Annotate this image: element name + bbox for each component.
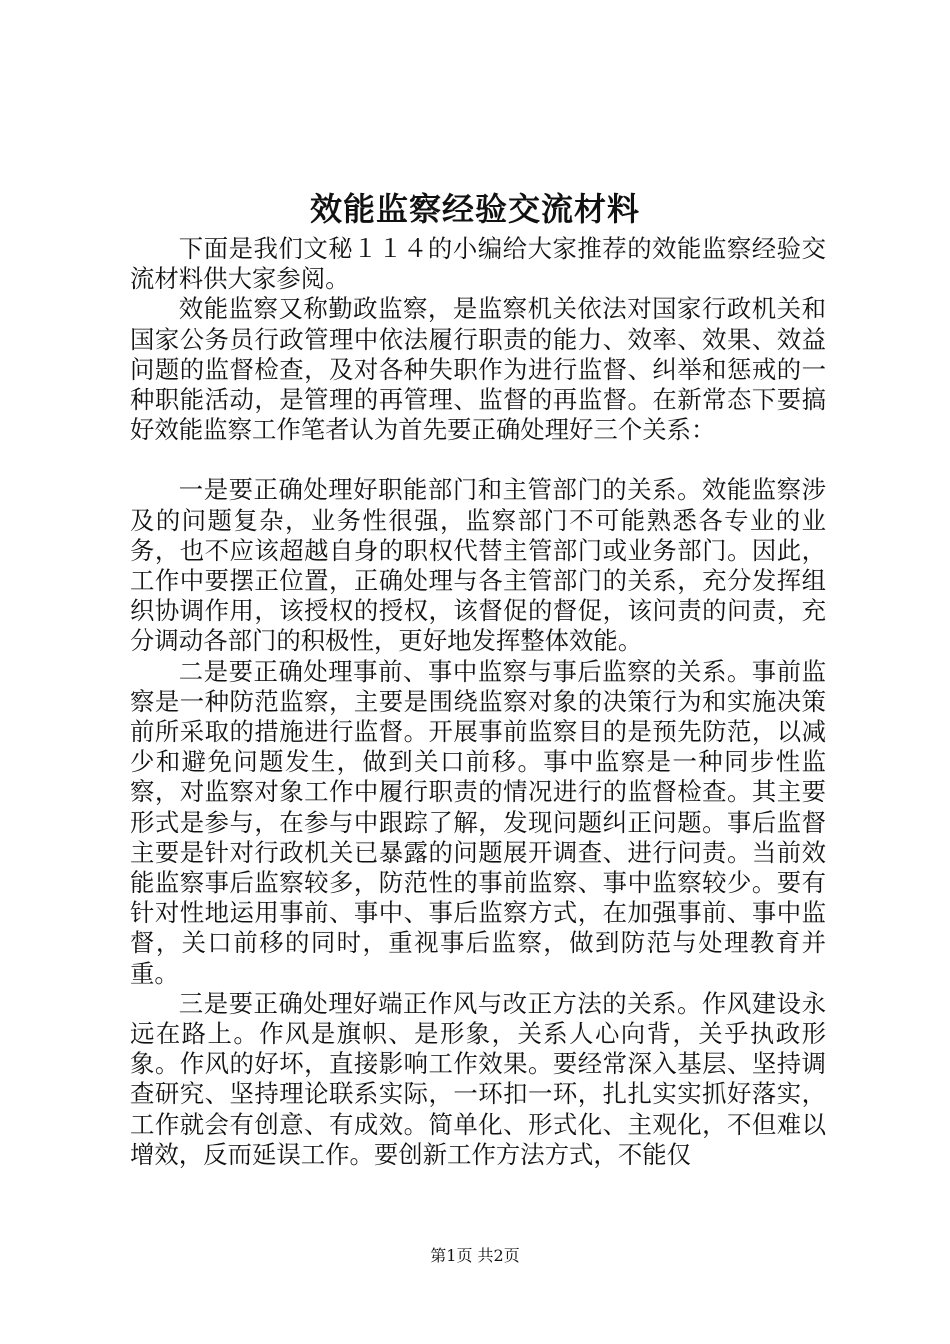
document-body (130, 234, 826, 1170)
paragraph-relation-two: 二是要正确处理事前、事中监察与事后监察的关系。事前监察是一种防范监察，主要是围绕监察对象的决策行为和实施决策前所采取的措施进行监督。开展事前监察目的是预先防范，以减少和避免问题发生，做到关口前移。事中监察是一种同步性监察，对监察对象工作中履行职责的情况进行的监督检查。其主要形式是参与，在参与中跟踪了解，发现问题纠正问题。事后监督主要是针对行政机关已暴露的问题展开调查、进行问责。当前效能监察事后监察较多，防范性的事前监察、事中监察较少。要有针对性地运用事前、事中、事后监察方式，在加强事前、事中监督，关口前移的同时，重视事后监察，做到防范与处理教育并重。 (130, 656, 826, 988)
paragraph-intro: 下面是我们文秘１１４的小编给大家推荐的效能监察经验交流材料供大家参阅。 (130, 234, 826, 294)
page-number-footer: 第1页 共2页 (430, 1246, 520, 1265)
paragraph-definition: 效能监察又称勤政监察，是监察机关依法对国家行政机关和国家公务员行政管理中依法履行职责的能力、效率、效果、效益问题的监督检查，及对各种失职作为进行监督、纠举和惩戒的一种职能活动，是管理的再管理、监督的再监督。在新常态下要搞好效能监察工作笔者认为首先要正确处理好三个关系： (130, 294, 826, 445)
paragraph-relation-one: 一是要正确处理好职能部门和主管部门的关系。效能监察涉及的问题复杂，业务性很强，监察部门不可能熟悉各专业的业务，也不应该超越自身的职权代替主管部门或业务部门。因此，工作中要摆正位置，正确处理与各主管部门的关系，充分发挥组织协调作用，该授权的授权，该督促的督促，该问责的问责，充分调动各部门的积极性，更好地发挥整体效能。 (130, 475, 826, 656)
paragraph-relation-three: 三是要正确处理好端正作风与改正方法的关系。作风建设永远在路上。作风是旗帜、是形象，关系人心向背，关乎执政形象。作风的好坏，直接影响工作效果。要经常深入基层、坚持调查研究、坚持理论联系实际，一环扣一环，扎扎实实抓好落实，工作就会有创意、有成效。简单化、形式化、主观化，不但难以增效，反而延误工作。要创新工作方法方式，不能仅 (130, 988, 826, 1169)
document-title: 效能监察经验交流材料 (309, 190, 640, 228)
